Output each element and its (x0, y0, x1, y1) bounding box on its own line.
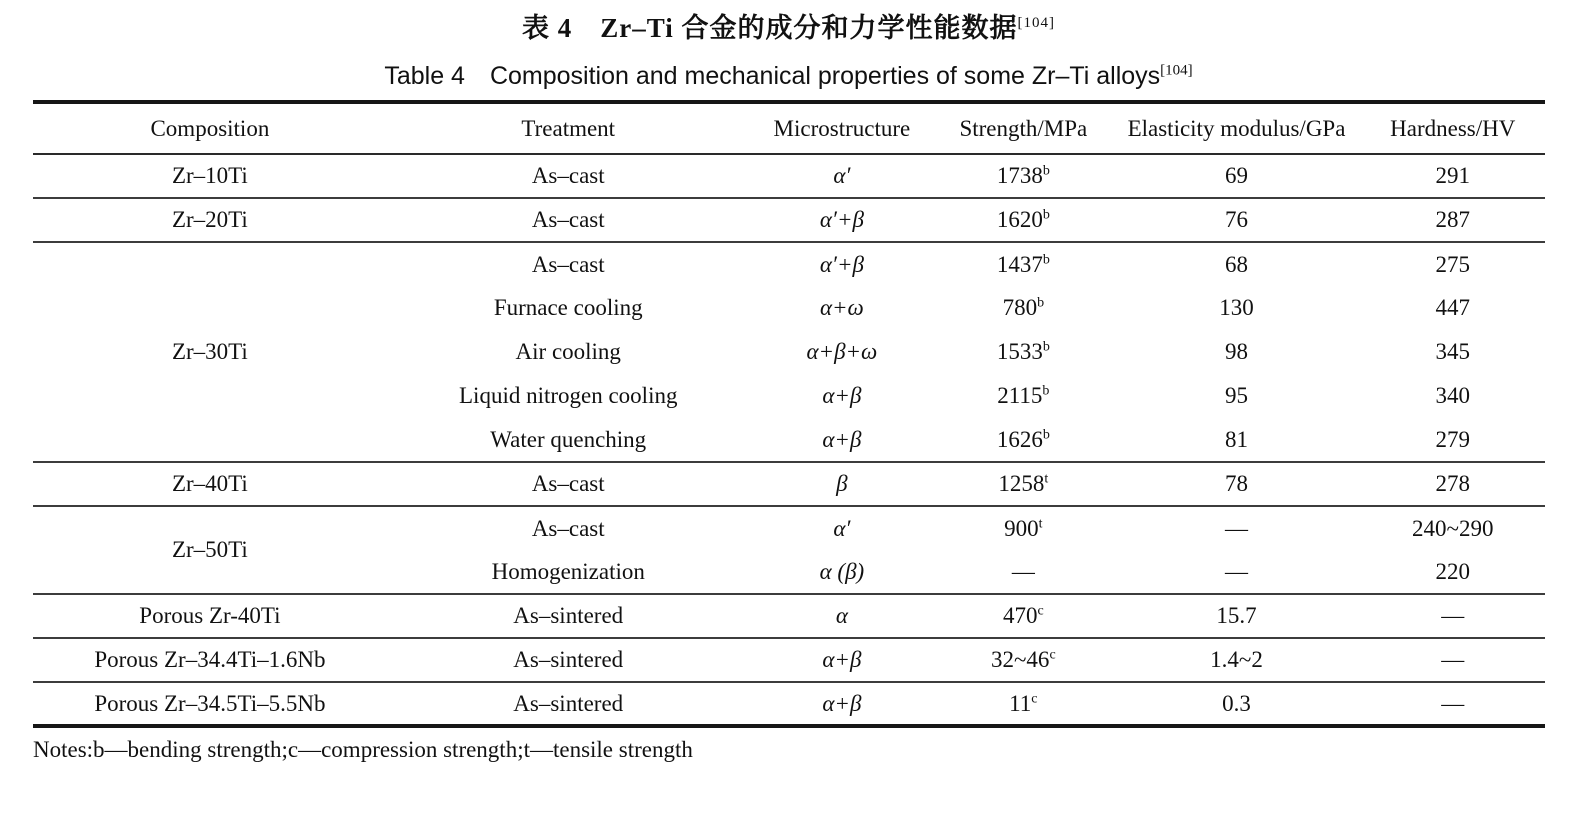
table-caption-zh (0, 8, 1577, 54)
microstructure-cell: α′ (833, 163, 851, 188)
composition-cell: Zr–50Ti (33, 506, 387, 594)
strength-superscript: b (1042, 207, 1050, 223)
composition-cell: Zr–40Ti (33, 462, 387, 506)
table-caption-en-text: Table 4 Composition and mechanical properties of some Zr–Ti alloys (384, 62, 1161, 90)
table-caption-zh-text: 表 4 Zr–Ti 合金的成分和力学性能数据 (521, 13, 1018, 43)
strength-value: 1437 (996, 251, 1043, 277)
strength-superscript: b (1042, 339, 1050, 355)
strength-value: 900 (1004, 515, 1039, 541)
composition-cell: Porous Zr–34.5Ti–5.5Nb (33, 682, 387, 726)
microstructure-cell: α+β (822, 426, 862, 452)
strength-value: 1533 (996, 339, 1043, 364)
hardness-cell: 287 (1360, 198, 1545, 242)
modulus-cell: 130 (1219, 295, 1254, 320)
strength-cell (934, 638, 1112, 682)
table-row (33, 154, 1545, 198)
treatment-cell: Homogenization (491, 558, 645, 584)
col-header-hardness: Hardness/HV (1360, 102, 1545, 154)
strength-superscript: t (1038, 515, 1043, 531)
strength-value: 470 (1002, 603, 1038, 628)
hardness-cell: — (1360, 638, 1545, 682)
microstructure-cell: α+ω (819, 295, 864, 320)
table-row (33, 242, 1545, 286)
table-row (33, 198, 1545, 242)
citation-ref-en: [104] (1160, 62, 1193, 79)
strength-cell (934, 506, 1112, 550)
modulus-cell: 0.3 (1113, 682, 1361, 726)
strength-value: 2115 (997, 383, 1043, 408)
col-header-microstructure: Microstructure (750, 102, 934, 154)
strength-value: — (1011, 558, 1035, 584)
treatment-cell: As–cast (387, 242, 750, 286)
strength-cell (934, 286, 1112, 330)
composition-cell: Zr–10Ti (171, 163, 248, 188)
strength-value: 1258 (998, 471, 1045, 496)
col-header-composition: Composition (33, 102, 387, 154)
strength-value: 1738 (996, 163, 1043, 188)
modulus-cell: 1.4~2 (1113, 638, 1361, 682)
table-row (33, 638, 1545, 682)
hardness-cell: 279 (1435, 426, 1470, 452)
treatment-cell: As–cast (387, 198, 750, 242)
strength-value: 780 (1002, 295, 1038, 320)
hardness-cell: 220 (1435, 558, 1470, 584)
treatment-cell: As–cast (387, 506, 750, 550)
strength-superscript: t (1044, 471, 1049, 487)
strength-cell (934, 154, 1112, 198)
strength-cell (934, 330, 1112, 374)
strength-superscript: c (1037, 603, 1044, 619)
treatment-cell: As–cast (387, 462, 750, 506)
modulus-cell: 15.7 (1113, 594, 1361, 638)
strength-cell (934, 418, 1112, 462)
alloy-properties-table (33, 100, 1545, 728)
microstructure-cell: α (750, 594, 934, 638)
modulus-cell: 95 (1225, 383, 1248, 408)
citation-ref-zh: [104] (1017, 15, 1055, 31)
composition-cell: Porous Zr–34.4Ti–1.6Nb (33, 638, 387, 682)
col-header-strength: Strength/MPa (934, 102, 1112, 154)
microstructure-cell: α′+β (750, 198, 934, 242)
hardness-cell: 345 (1435, 339, 1470, 364)
table-row (33, 462, 1545, 506)
strength-superscript: b (1042, 383, 1050, 399)
strength-superscript: b (1042, 251, 1050, 267)
treatment-cell: Liquid nitrogen cooling (459, 383, 678, 408)
microstructure-cell: α (β) (819, 558, 865, 584)
strength-cell (934, 242, 1112, 286)
treatment-cell: As–sintered (387, 638, 750, 682)
hardness-cell: 447 (1435, 295, 1470, 320)
microstructure-cell: α+β (822, 383, 862, 408)
strength-superscript: c (1049, 647, 1056, 663)
microstructure-cell: α′ (750, 506, 934, 550)
hardness-cell: — (1360, 594, 1545, 638)
microstructure-cell: α+β (750, 638, 934, 682)
microstructure-cell: β (750, 462, 934, 506)
strength-cell (934, 594, 1112, 638)
modulus-cell: 76 (1113, 198, 1361, 242)
table-caption-en (0, 54, 1577, 100)
composition-cell: Zr–30Ti (33, 242, 387, 462)
table-row (33, 506, 1545, 550)
strength-superscript: b (1042, 426, 1050, 442)
hardness-cell: 275 (1360, 242, 1545, 286)
col-header-treatment: Treatment (387, 102, 750, 154)
table-row (33, 594, 1545, 638)
header-row (33, 102, 1545, 154)
modulus-cell: — (1225, 558, 1248, 584)
treatment-cell: As–sintered (387, 682, 750, 726)
strength-cell (934, 374, 1112, 418)
modulus-cell: 69 (1225, 163, 1248, 188)
microstructure-cell: α+β+ω (806, 339, 878, 364)
treatment-cell: Air cooling (515, 339, 621, 364)
strength-cell (934, 462, 1112, 506)
strength-value: 11 (1009, 690, 1032, 716)
table-notes: Notes:b—bending strength;c—compression strength;t—tensile strength (33, 737, 693, 762)
treatment-cell: Water quenching (490, 426, 647, 452)
composition-cell: Porous Zr-40Ti (33, 594, 387, 638)
strength-value: 1620 (996, 207, 1043, 232)
microstructure-cell: α′+β (750, 242, 934, 286)
treatment-cell: As–cast (531, 163, 605, 188)
strength-superscript: b (1037, 295, 1045, 311)
modulus-cell: 68 (1113, 242, 1361, 286)
composition-cell: Zr–20Ti (33, 198, 387, 242)
modulus-cell: 81 (1225, 426, 1248, 452)
strength-superscript: c (1031, 690, 1038, 706)
table-row (33, 682, 1545, 726)
strength-cell (934, 198, 1112, 242)
modulus-cell: 78 (1113, 462, 1361, 506)
modulus-cell: — (1113, 506, 1361, 550)
treatment-cell: As–sintered (387, 594, 750, 638)
strength-value: 1626 (996, 426, 1043, 452)
modulus-cell: 98 (1225, 339, 1248, 364)
hardness-cell: 240~290 (1360, 506, 1545, 550)
hardness-cell: 291 (1435, 163, 1470, 188)
strength-cell (934, 682, 1112, 726)
col-header-elasticity-modulus: Elasticity modulus/GPa (1113, 102, 1361, 154)
strength-superscript: b (1042, 163, 1050, 179)
strength-value: 32~46 (990, 647, 1050, 672)
microstructure-cell: α+β (750, 682, 934, 726)
strength-cell (934, 550, 1112, 594)
hardness-cell: 278 (1360, 462, 1545, 506)
hardness-cell: 340 (1435, 383, 1470, 408)
treatment-cell: Furnace cooling (493, 295, 643, 320)
hardness-cell: — (1360, 682, 1545, 726)
